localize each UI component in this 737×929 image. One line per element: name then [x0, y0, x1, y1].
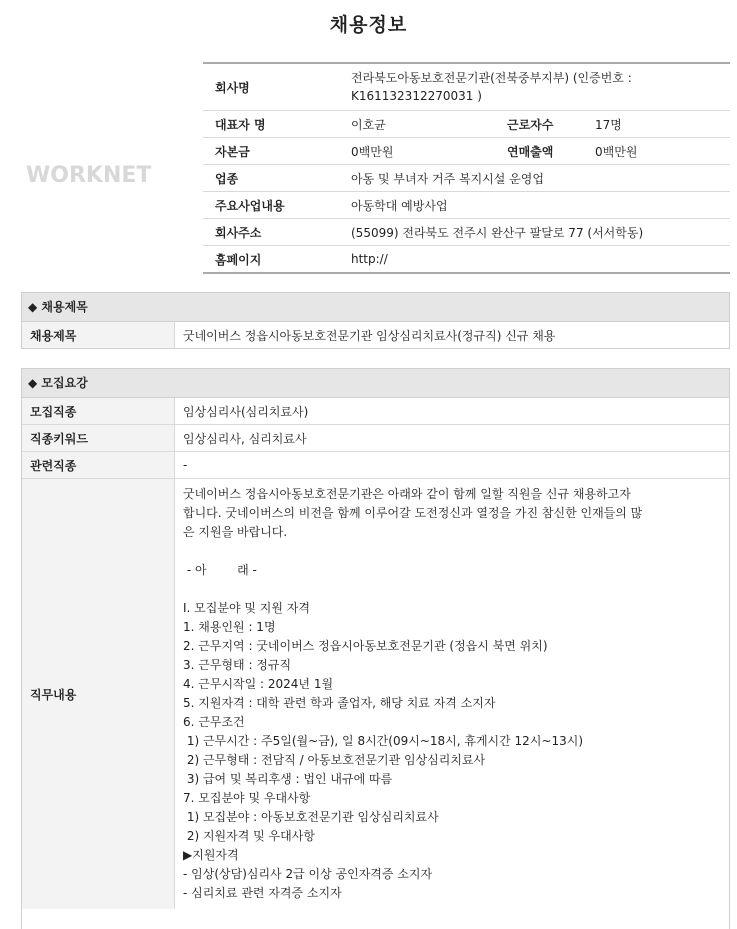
company-info-table [203, 62, 730, 274]
job-category-label: 모집직종 [22, 398, 175, 425]
company-row-business [203, 192, 730, 219]
employees-value: 17명 [583, 111, 730, 138]
revenue-value: 0백만원 [583, 138, 730, 165]
requirements-header: ◆ 모집요강 [22, 369, 729, 398]
company-name-value: 전라북도아동보호전문기관(전북중부지부) (인증번호 : K161132312270031 ) [339, 63, 730, 111]
job-keyword-label: 직종키워드 [22, 425, 175, 452]
homepage-link[interactable]: http:// [339, 246, 730, 274]
job-description-row [22, 479, 729, 910]
homepage-label: 홈페이지 [203, 246, 339, 274]
company-name-label: 회사명 [203, 63, 339, 111]
capital-label: 자본금 [203, 138, 339, 165]
ceo-label: 대표자 명 [203, 111, 339, 138]
company-row-ceo [203, 111, 730, 138]
company-row-name [203, 63, 730, 111]
job-keyword-value: 임상심리사, 심리치료사 [175, 425, 730, 452]
job-category-value: 임상심리사(심리치료사) [183, 404, 309, 419]
employees-label: 근로자수 [507, 111, 583, 138]
recruit-title-value: 굿네이버스 정읍시아동보호전문기관 임상심리치료사(정규직) 신규 채용 [183, 328, 556, 343]
recruit-title-row [22, 322, 729, 348]
company-row-address [203, 219, 730, 246]
ceo-value: 이호균 [339, 111, 507, 138]
page-title: 채용정보 [329, 14, 408, 36]
related-job-value: - [175, 452, 730, 479]
industry-value: 아동 및 부녀자 거주 복지시설 운영업 [339, 165, 730, 192]
requirements-row [22, 452, 729, 479]
logo-text: WORKNET [26, 163, 152, 188]
business-value: 아동학대 예방사업 [339, 192, 730, 219]
recruit-title-section [21, 292, 730, 349]
business-label: 주요사업내용 [203, 192, 339, 219]
recruit-title-label: 채용제목 [22, 322, 175, 348]
recruit-title-header: ◆ 채용제목 [22, 293, 729, 322]
job-description-label: 직무내용 [22, 479, 175, 910]
address-value: (55099) 전라북도 전주시 완산구 팔달로 77 (서서학동) [339, 219, 730, 246]
requirements-row [22, 425, 729, 452]
job-description-text: 굿네이버스 정읍시아동보호전문기관은 아래와 같이 함께 일할 직원을 신규 채용하고자 합니다. 굿네이버스의 비전을 함께 이루어갈 도전정신과 열정을 가진 참신한 인재들의 많 은 지원을 바랍니다. - 아 래 - Ⅰ. 모집분야 및 지원 자격 1. 채용인원 : 1명 2. 근무지역 : 굿네이버스 정읍시아동보호전문기관 (정읍시 북면 위치) 3. 근무형태 : 정규직 4. 근무시작일 : 2024년 1월 5. 지원자격 : 대학 관련 학과 졸업자, 해당 치료 자격 소지자 6. 근무조건 1) 근무시간 : 주5일(월~금), 일 8시간(09시~18시, 휴게시간 12시~13시) 2) 근무형태 : 전담직 / 아동보호전문기관 임상심리치료사 3) 급여 및 복리후생 : 법인 내규에 따름 7. 모집분야 및 우대사항 1) 모집분야 : 아동보호전문기관 임상심리치료사 2) 지원자격 및 우대사항 ▶지원자격 - 임상(상담)심리사 2급 이상 공인자격증 소지자 - 심리치료 관련 자격증 소지자 [175, 479, 730, 910]
address-label: 회사주소 [203, 219, 339, 246]
recruit-title-table [22, 322, 729, 348]
worknet-logo [26, 152, 176, 192]
company-row-homepage [203, 246, 730, 274]
requirements-table [22, 398, 729, 909]
industry-label: 업종 [203, 165, 339, 192]
requirements-section [21, 368, 730, 929]
company-row-capital [203, 138, 730, 165]
capital-value: 0백만원 [339, 138, 507, 165]
requirements-row [22, 398, 729, 425]
company-row-industry [203, 165, 730, 192]
revenue-label: 연매출액 [507, 138, 583, 165]
related-job-label: 관련직종 [22, 452, 175, 479]
